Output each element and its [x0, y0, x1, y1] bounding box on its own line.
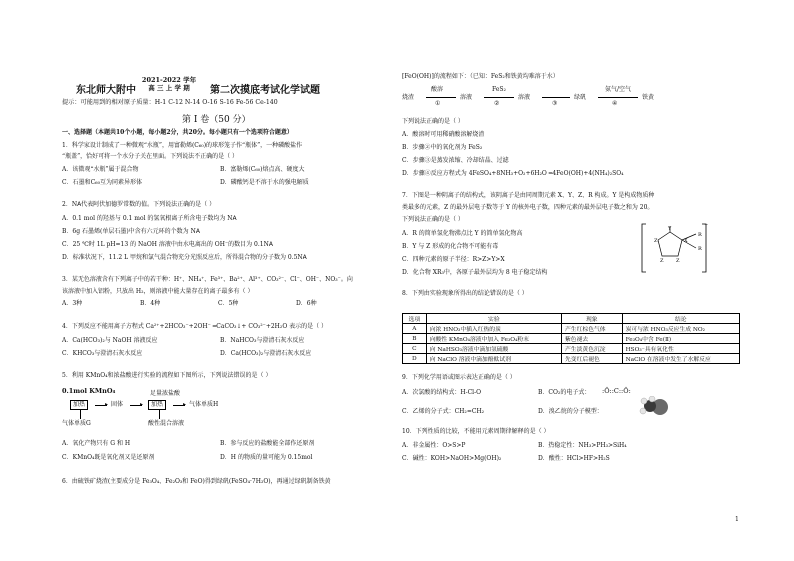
cell: 向 NaHSO₃溶液中滴加氢硫酸 — [426, 344, 561, 354]
cell: 向 NaClO 溶液中滴加酚酞试剂 — [426, 354, 561, 364]
year-label — [140, 76, 198, 92]
table-row — [403, 324, 740, 334]
col-conclusion: 结论 — [622, 314, 739, 324]
q2-option-b: B．6g 石墨烯(单层石墨)中含有六元环的个数为 N𝖠 — [62, 228, 200, 235]
q5-option-a: A．氧化产物只有 G 和 H — [62, 440, 131, 447]
solid-label: 固体 — [111, 401, 124, 408]
q6-option-c: C．步骤③是蒸发浓缩、冷却结晶、过滤 — [402, 157, 509, 164]
cell: D — [403, 354, 427, 364]
arrow-head-3: ▸ — [183, 401, 187, 408]
svg-text:−: − — [704, 222, 709, 228]
q4-option-d: D．Ca(HCO₃)₂与澄清石灰水反应 — [220, 350, 312, 357]
q5-option-c: C．KMnO₄既是氧化剂又是还原剂 — [62, 454, 155, 461]
q6-flow-diagram — [402, 86, 662, 110]
q9-option-d: D．溴乙烷的分子模型： — [538, 408, 603, 415]
heat-box-2: 加热 — [148, 400, 166, 410]
q9-option-a: A．次氯酸的结构式：H-Cl-O — [402, 389, 482, 396]
q6-continuation: [FeO(OH)]的流程如下：（已知：FeS₂和铁黄均难溶于水） — [402, 73, 559, 80]
q2-option-c: C．25 ℃时 1L pH=13 的 NaOH 溶液中由水电离出的 OH⁻的数目为 0.1N𝖠 — [62, 241, 273, 248]
cell: A — [403, 324, 427, 334]
flow-fes2: FeS₂ — [492, 86, 506, 93]
table-header-row — [403, 314, 740, 324]
school-name: 东北师大附中 — [76, 85, 136, 96]
co2-electron-dot: :Ö::C::Ö: — [602, 387, 631, 395]
q10-option-d: D．酸性：HCl>HF>H₂S — [538, 455, 610, 462]
q3-line-1: 3．某无色溶液含有下列离子中的若干种：H⁺、NH₄⁺、Fe³⁺、Ba²⁺、Al³⁺、CO₃²⁻、Cl⁻、OH⁻、NO₃⁻。向 — [62, 276, 353, 283]
table-row — [403, 334, 740, 344]
flow-step-2: ② — [494, 100, 500, 107]
svg-text:Z: Z — [676, 258, 680, 264]
flow-solution-1: 溶液 — [460, 94, 473, 101]
exam-title: 第二次摸底考试化学试题 — [210, 85, 320, 96]
q3-option-d: D．6种 — [296, 300, 317, 307]
q4-option-b: B．NaHCO₃与澄清石灰水反应 — [220, 337, 305, 344]
cell: 紫色褪去 — [562, 334, 623, 344]
atomic-mass-tips: 提示：可能用到的相对原子质量：H-1 C-12 N-14 O-16 S-16 Fe-56 Ce-140 — [62, 99, 278, 106]
cell: HSO₃⁻具有氧化性 — [622, 344, 739, 354]
arrow-head-2: ▸ — [140, 401, 144, 408]
svg-text:R: R — [698, 246, 702, 252]
svg-text:Z: Z — [654, 238, 658, 244]
q9-option-c: C．乙烯的分子式：CH₂=CH₂ — [402, 408, 485, 415]
part-title: 第 I 卷（50 分） — [182, 115, 251, 125]
q6-option-b: B．步骤②中的氧化剂为 FeS₂ — [402, 144, 483, 151]
q3-option-a: A．3种 — [62, 300, 83, 307]
flow-slag: 烧渣 — [402, 94, 415, 101]
q6-option-d: D．步骤④反应方程式为 4FeSO₄+8NH₃+O₂+6H₂O ═4FeO(OH)+4(NH₄)₂SO₄ — [402, 170, 624, 177]
gas-h-label: 气体单质H — [189, 401, 219, 408]
page-number: 1 — [735, 516, 739, 523]
table-row — [403, 354, 740, 364]
q7-option-b: B．Y 与 Z 形成的化合物不可能有毒 — [402, 243, 499, 250]
q10-option-c: C．碱性：KOH>NaOH>Mg(OH)₂ — [402, 455, 502, 462]
q1-option-a: A．该微观“水瓶”属于混合物 — [62, 166, 139, 173]
cell: 向浓 HNO₃中插入红热的炭 — [426, 324, 561, 334]
q7-option-c: C．四种元素的原子半径：R>Z>Y>X — [402, 256, 505, 263]
bromoethane-model-image — [638, 396, 672, 418]
flow-step-3: ③ — [552, 100, 558, 107]
q3-option-c: C．5种 — [218, 300, 239, 307]
gas-g-label: 气体单质G — [62, 420, 91, 427]
year-line-1: 2021-2022 学年 — [141, 76, 197, 84]
mixed-solution-label: 酸性混合溶液 — [148, 420, 185, 427]
cell: 产生淡黄色沉淀 — [562, 344, 623, 354]
flow-step-1: ① — [435, 100, 441, 107]
q10-stem: 10．下列性质的比较，不能用元素周期律解释的是（ ） — [402, 428, 550, 435]
flow-arrow-1 — [426, 97, 456, 98]
svg-text:Y: Y — [668, 226, 672, 232]
q9-stem: 9．下列化学用语或图示表达正确的是（ ） — [402, 374, 516, 381]
q10-option-a: A．非金属性：O>S>P — [402, 442, 466, 449]
flow-step-4: ④ — [612, 100, 618, 107]
cell: 先变红后褪色 — [562, 354, 623, 364]
q7-line-3: 下列说法正确的是（ ） — [402, 216, 464, 223]
cell: B — [403, 334, 427, 344]
section-title: 一、选择题（本题共10个小题，每小题2分，共20分。每小题只有一个选项符合题意） — [62, 129, 293, 136]
table-row — [403, 344, 740, 354]
q6-stem: 6．由硫铁矿烧渣(主要成分是 Fe₃O₄、Fe₂O₃和 FeO)得到绿矾(FeSO₄·7H₂O)，再通过绿矾制备铁黄 — [62, 478, 331, 485]
q5-option-d: D．H 的物质的量可能为 0.15mol — [220, 454, 313, 461]
cell: NaClO 在溶液中发生了水解反应 — [622, 354, 739, 364]
q8-stem: 8．下列由实验现象所得出的结论错误的是（ ） — [402, 290, 528, 297]
flow-ammonia-air: 氨气/空气 — [605, 86, 632, 93]
q2-option-a: A．0.1 mol 的羟基与 0.1 mol 的氢氧根离子所含电子数均为 N𝖠 — [62, 215, 237, 222]
q10-option-b: B．热稳定性：NH₃>PH₃>SiH₄ — [538, 442, 627, 449]
flow-arrow-3 — [542, 97, 570, 98]
q3-line-2: 该溶液中加入铝粉，只放出 H₂，则溶液中能大量存在的离子最多有（ ） — [62, 288, 254, 295]
year-line-2: 高 三 上 学 期 — [148, 84, 190, 92]
flow-iron-yellow: 铁黄 — [642, 94, 655, 101]
anion-structure-diagram — [640, 220, 712, 276]
q5-flow-diagram — [62, 386, 262, 446]
col-phenomenon: 现象 — [562, 314, 623, 324]
q7-option-a: A．R 的简单氢化物沸点比 Y 的简单氢化物高 — [402, 230, 523, 237]
q1-line-2: “瓶盖”，恰好可将一个水分子关在里面。下列说法不正确的是（ ） — [62, 153, 239, 160]
q4-stem: 4．下列反应不能用离子方程式 Ca²⁺+2HCO₃⁻+2OH⁻ ═CaCO₃↓+ CO₃²⁻+2H₂O 表示的是（ ） — [62, 323, 328, 330]
cell: 向酸性 KMnO₄溶液中加入 Fe₃O₄粉末 — [426, 334, 561, 344]
q3-option-b: B．4种 — [140, 300, 161, 307]
flow-acid-dissolve: 酸溶 — [431, 86, 444, 93]
q7-line-2: 类最多的元素，Z 的最外层电子数等于 Y 的核外电子数，四种元素的最外层电子数之和为 20。 — [402, 204, 654, 211]
cell: Fe₃O₄中含 Fe(Ⅱ) — [622, 334, 739, 344]
flow-green-vitriol: 绿矾 — [574, 94, 587, 101]
q1-option-c: C．石墨和C₆₀互为同素异形体 — [62, 179, 142, 186]
svg-text:R: R — [698, 232, 702, 238]
flow-arrow-2 — [484, 97, 514, 98]
q5-option-b: B．参与反应的盐酸能全部作还原剂 — [220, 440, 315, 447]
arrow-head-1: ▸ — [105, 401, 109, 408]
heat-box-1: 加热 — [70, 400, 88, 410]
q7-line-1: 7．下图是一种阴离子的结构式，该阴离子是由同周期元素 X、Y、Z、R 构成。Y 是构成物质种 — [402, 192, 655, 199]
q7-option-d: D．化合物 XR₃中，各原子最外层均为 8 电子稳定结构 — [402, 269, 548, 276]
q4-option-c: C．KHCO₃与澄清石灰水反应 — [62, 350, 143, 357]
col-experiment: 实验 — [426, 314, 561, 324]
q9-option-b: B．CO₂的电子式： — [538, 389, 591, 396]
q2-option-d: D．标准状况下，11.2 L 甲烷和氯气混合物充分光照反应后，所得混合物的分子数为 0.5N𝖠 — [62, 254, 307, 261]
q1-option-b: B．富勒烯(C₆₀)熔点高、硬度大 — [220, 166, 305, 173]
q5-stem: 5．利用 KMnO₄和浓盐酸进行实验的流程如下图所示，下列说法错误的是（ ） — [62, 372, 272, 379]
svg-text:X: X — [684, 238, 688, 244]
svg-text:Z: Z — [660, 258, 664, 264]
q6-option-a: A．酸溶时可用稀硝酸溶解烧渣 — [402, 131, 485, 138]
flow-arrow-4 — [598, 97, 638, 98]
cell: 产生红棕色气体 — [562, 324, 623, 334]
cell: C — [403, 344, 427, 354]
q4-option-a: A．Ca(HCO₃)₂与 NaOH 溶液反应 — [62, 337, 158, 344]
q1-option-d: D．磷酸钙是不溶于水的强电解质 — [220, 179, 309, 186]
down-arrow-1 — [80, 409, 81, 419]
q8-results-table — [402, 313, 740, 364]
cell: 炭可与浓 HNO₃反应生成 NO₂ — [622, 324, 739, 334]
q1-line-1: 1．科学家设计制成了一种微观“水瓶”，用富勒烯(C₆₀)的球形笼子作“瓶体”，一种磷酸盐作 — [62, 142, 303, 149]
q6-question: 下列说法正确的是（ ） — [402, 118, 464, 125]
kmno4-label: 0.1mol KMnO₄ — [62, 387, 116, 395]
q2-stem: 2．N𝖠代表阿伏加德罗常数的值。下列说法正确的是（ ） — [62, 201, 216, 208]
col-option: 选项 — [403, 314, 427, 324]
acid-label: 足量浓盐酸 — [150, 390, 181, 397]
down-arrow-2 — [159, 409, 160, 419]
flow-solution-2: 溶液 — [518, 94, 531, 101]
